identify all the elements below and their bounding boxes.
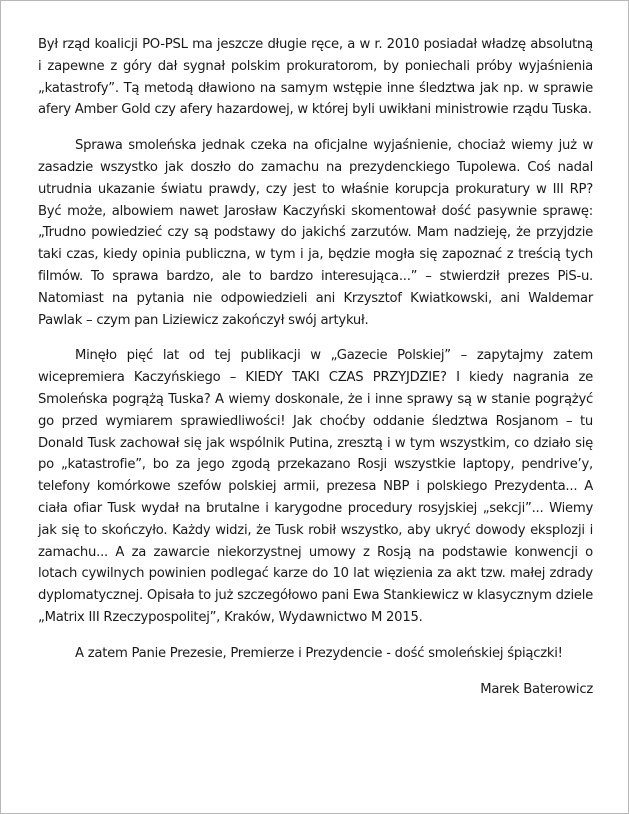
- author-signature: Marek Baterowicz: [480, 681, 593, 697]
- closing-line: A zatem Panie Prezesie, Premierze i Prezydencie - dość smoleńskiej śpiączki!: [75, 645, 563, 661]
- paragraph-3: Minęło pięć lat od tej publikacji w „Gazecie Polskiej” – zapytajmy zatem wicepremiera Kaczyńskiego – KIEDY TAKI CZAS PRZYJDZIE? I kiedy nagrania ze Smoleńska pogrążą Tuska? A wiemy doskonale, że i inne sprawy są w stanie pogrążyć go przed wymiarem sprawiedliwości! Jak choćby oddanie śledztwa Rosjanom – tu Donald Tusk zachował się jak wspólnik Putina, zresztą i w tym wszystkim, co działo się po „katastrofie”, bo za jego zgodą przekazano Rosji wszystkie laptopy, pendrive’y, telefony komórkowe szefów polskiej armii, prezesa NBP i polskiego Prezydenta... A ciała ofiar Tusk wydał na brutalne i karygodne procedury rosyjskiej „sekcji”... Wiemy jak się to skończyło. Każdy widzi, że Tusk robił wszystko, aby ukryć dowody eksplozji i zamachu... A za zawarcie niekorzystnej umowy z Rosją na podstawie konwencji o lotach cywilnych powinien podlegać karze do 10 lat więzienia za akt tzw. małej zdrady dyplomatycznej. Opisała to już szczegółowo pani Ewa Stankiewicz w klasycznym dziele „Matrix III Rzeczypospolitej”, Kraków, Wydawnictwo M 2015.: [38, 348, 593, 625]
- paragraph-1: Był rząd koalicji PO-PSL ma jeszcze długie ręce, a w r. 2010 posiadał władzę absolutną i zapewne z góry dał sygnał polskim prokuratorom, by poniechali próby wyjaśnienia „katastrofy”. Tą metodą dławiono na samym wstępie inne śledztwa jak np. w sprawie afery Amber Gold czy afery hazardowej, w której byli uwikłani ministrowie rządu Tuska.: [38, 37, 593, 118]
- paragraph-2: Sprawa smoleńska jednak czeka na oficjalne wyjaśnienie, chociaż wiemy już w zasadzie wszystko jak doszło do zamachu na prezydenckiego Tupolewa. Coś nadal utrudnia ukazanie światu prawdy, czy jest to właśnie korupcja prokuratury w III RP? Być może, albowiem nawet Jarosław Kaczyński skomentował dość pasywnie sprawę: „Trudno powiedzieć czy są podstawy do jakichś zarzutów. Mam nadzieję, że przyjdzie taki czas, kiedy opinia publiczna, w tym i ja, będzie mogła się zapoznać z treścią tych filmów. To sprawa bardzo, ale to bardzo interesująca...” – stwierdził prezes PiS-u. Natomiast na pytania nie odpowiedzieli ani Krzysztof Kwiatkowski, ani Waldemar Pawlak – czym pan Liziewicz zakończył swój artykuł.: [38, 138, 593, 328]
- document-body: [38, 34, 593, 714]
